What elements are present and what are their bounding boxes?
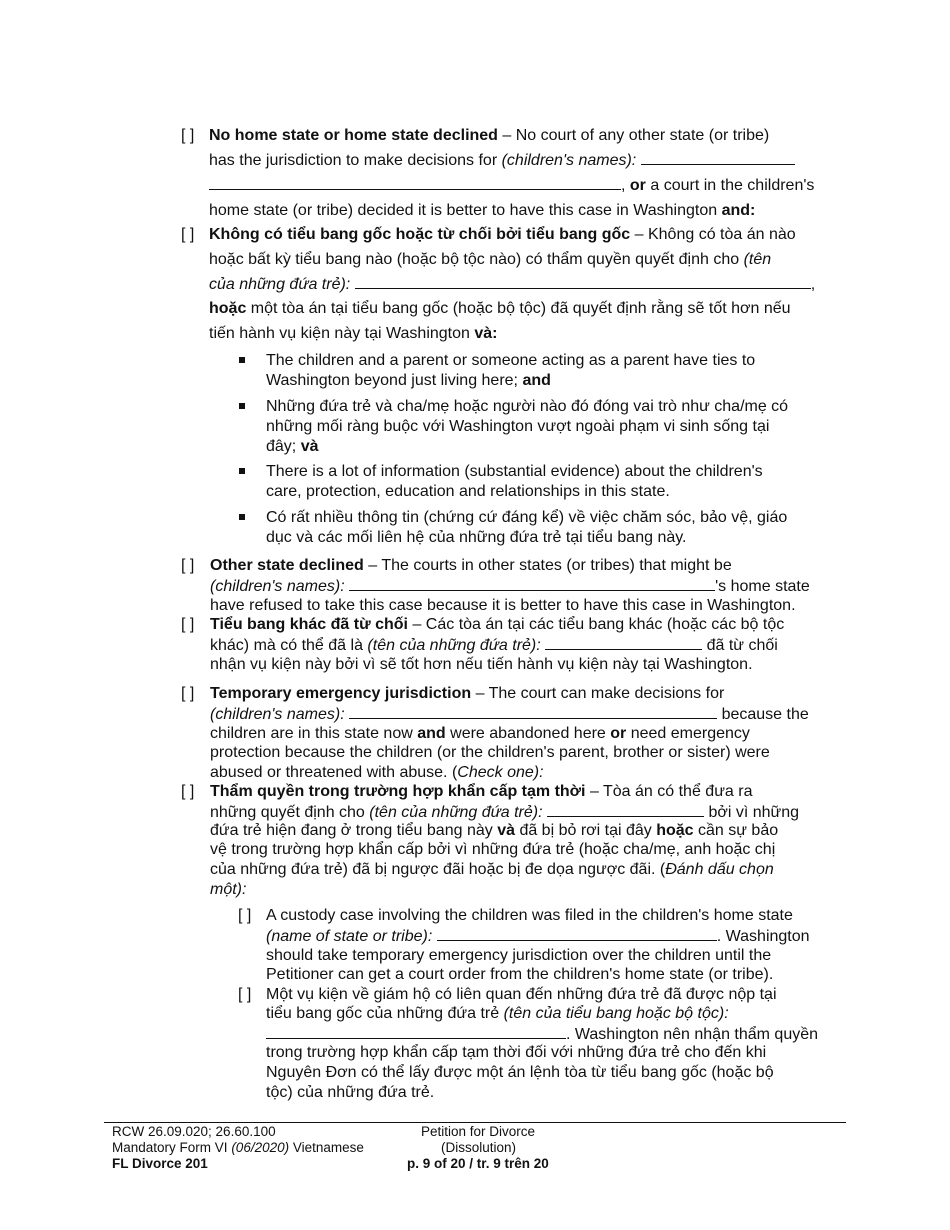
checkbox-no-home-state[interactable]: [ ]	[181, 127, 195, 144]
children-names-blank-vi[interactable]	[355, 274, 811, 289]
custody-en-line2: (name of state or tribe): . Washington	[266, 928, 810, 945]
no-home-state-en-line1: No home state or home state declined – No court of any other state (or tribe)	[209, 127, 770, 144]
emergency-vi-line6: một):	[210, 881, 247, 898]
children-names-blank[interactable]	[641, 150, 795, 165]
checkbox-custody-case-filed[interactable]: [ ]	[238, 907, 252, 924]
state-or-tribe-blank-vi[interactable]	[266, 1024, 566, 1039]
bullet1-line2: Washington beyond just living here; and	[266, 372, 551, 389]
footer-form-subtitle: (Dissolution)	[441, 1140, 517, 1155]
footer-form-id: Mandatory Form VI (06/2020) Vietnamese	[112, 1140, 364, 1155]
bullet-marker	[239, 468, 245, 474]
bullet-marker	[239, 357, 245, 363]
custody-en-line4: Petitioner can get a court order from the children's home state (or tribe).	[266, 966, 774, 983]
emergency-vi-line1: Thẩm quyền trong trường hợp khẩn cấp tạm thời – Tòa án có thể đưa ra	[210, 783, 753, 800]
custody-en-line3: should take temporary emergency jurisdiction over the children until the	[266, 947, 772, 964]
checkbox-other-state-declined[interactable]: [ ]	[181, 557, 195, 574]
checkbox-temporary-emergency-vi[interactable]: [ ]	[181, 783, 195, 800]
other-state-vi-line1: Tiểu bang khác đã từ chối – Các tòa án tại các tiểu bang khác (hoặc các bộ tộc	[210, 616, 785, 633]
children-names-blank-vi[interactable]	[545, 635, 702, 650]
emergency-vi-line4: vệ trong trường hợp khẩn cấp bởi vì những đứa trẻ (hoặc cha/mẹ, anh hoặc chị	[210, 841, 776, 858]
checkbox-other-state-declined-vi[interactable]: [ ]	[181, 616, 195, 633]
emergency-en-line3: children are in this state now and were abandoned here or need emergency	[210, 725, 750, 742]
emergency-vi-line3: đứa trẻ hiện đang ở trong tiểu bang này và đã bị bỏ rơi tại đây hoặc cần sự bảo	[210, 822, 779, 839]
footer-statute: RCW 26.09.020; 26.60.100	[112, 1124, 276, 1139]
emergency-vi-line2: những quyết định cho (tên của những đứa trẻ): bởi vì những	[210, 804, 800, 821]
children-names-blank-cont[interactable]	[209, 175, 621, 190]
footer-form-code: FL Divorce 201	[112, 1156, 208, 1171]
custody-vi-line1: Một vụ kiện về giám hộ có liên quan đến những đứa trẻ đã được nộp tại	[266, 986, 777, 1003]
bullet2-line2: những mối ràng buộc với Washington vượt ngoài phạm vi sinh sống tại	[266, 418, 770, 435]
children-names-blank[interactable]	[349, 576, 715, 591]
emergency-en-line2: (children's names): because the	[210, 706, 809, 723]
bullet-marker	[239, 403, 245, 409]
children-names-blank-vi[interactable]	[547, 802, 704, 817]
other-state-en-line1: Other state declined – The courts in other states (or tribes) that might be	[210, 557, 732, 574]
footer-page-number: p. 9 of 20 / tr. 9 trên 20	[407, 1156, 549, 1171]
no-home-state-vi-line3: của những đứa trẻ): ,	[209, 276, 816, 293]
emergency-en-line5: abused or threatened with abuse. (Check one):	[210, 764, 544, 781]
emergency-vi-line5: của những đứa trẻ) đã bị ngược đãi hoặc bị đe dọa ngược đãi. (Đánh dấu chọn	[210, 861, 774, 878]
checkbox-custody-case-filed-vi[interactable]: [ ]	[238, 986, 252, 1003]
no-home-state-vi-line2: hoặc bất kỳ tiểu bang nào (hoặc bộ tộc nào) có thẩm quyền quyết định cho (tên	[209, 251, 772, 268]
other-state-vi-line2: khác) mà có thể đã là (tên của những đứa trẻ): đã từ chối	[210, 637, 778, 654]
bullet4-line1: Có rất nhiều thông tin (chứng cứ đáng kể) về việc chăm sóc, bảo vệ, giáo	[266, 509, 788, 526]
custody-vi-line2: tiểu bang gốc của những đứa trẻ (tên của tiểu bang hoặc bộ tộc):	[266, 1005, 729, 1022]
emergency-en-line4: protection because the children (or the children's parent, brother or sister) were	[210, 744, 770, 761]
custody-vi-line6: tộc) của những đứa trẻ.	[266, 1084, 435, 1101]
other-state-en-line2: (children's names): 's home state	[210, 578, 810, 595]
emergency-en-line1: Temporary emergency jurisdiction – The court can make decisions for	[210, 685, 725, 702]
footer-divider	[104, 1122, 846, 1123]
bullet4-line2: dục và các mối liên hệ của những đứa trẻ tại tiểu bang này.	[266, 529, 687, 546]
custody-en-line1: A custody case involving the children was filed in the children's home state	[266, 907, 793, 924]
custody-vi-line4: trong trường hợp khẩn cấp tạm thời đối với những đứa trẻ cho đến khi	[266, 1044, 767, 1061]
checkbox-temporary-emergency[interactable]: [ ]	[181, 685, 195, 702]
bullet2-line3: đây; và	[266, 438, 319, 455]
bullet3-line2: care, protection, education and relationships in this state.	[266, 483, 670, 500]
checkbox-no-home-state-vi[interactable]: [ ]	[181, 226, 195, 243]
no-home-state-en-line2: has the jurisdiction to make decisions for (children's names):	[209, 150, 795, 171]
bullet-marker	[239, 514, 245, 520]
custody-vi-line5: Nguyên Đơn có thể lấy được một án lệnh tòa từ tiểu bang gốc (hoặc bộ	[266, 1064, 774, 1081]
no-home-state-en-line3: , or a court in the children's	[209, 175, 814, 196]
bullet1-line1: The children and a parent or someone acting as a parent have ties to	[266, 352, 756, 369]
children-names-blank[interactable]	[349, 704, 717, 719]
custody-vi-line3: . Washington nên nhận thẩm quyền	[266, 1024, 818, 1045]
no-home-state-vi-line4: hoặc một tòa án tại tiểu bang gốc (hoặc bộ tộc) đã quyết định rằng sẽ tốt hơn nếu	[209, 300, 791, 317]
no-home-state-vi-line1: Không có tiểu bang gốc hoặc từ chối bởi tiểu bang gốc – Không có tòa án nào	[209, 226, 796, 243]
other-state-vi-line3: nhận vụ kiện này bởi vì sẽ tốt hơn nếu tiến hành vụ kiện này tại Washington.	[210, 656, 753, 673]
bullet2-line1: Những đứa trẻ và cha/mẹ hoặc người nào đó đóng vai trò như cha/mẹ có	[266, 398, 789, 415]
state-or-tribe-blank[interactable]	[437, 926, 717, 941]
no-home-state-vi-line5: tiến hành vụ kiện này tại Washington và:	[209, 325, 498, 342]
footer-form-title: Petition for Divorce	[421, 1124, 536, 1139]
other-state-en-line3: have refused to take this case because it is better to have this case in Washington.	[210, 597, 796, 614]
bullet3-line1: There is a lot of information (substantial evidence) about the children's	[266, 463, 763, 480]
no-home-state-en-line4: home state (or tribe) decided it is better to have this case in Washington and:	[209, 202, 756, 219]
